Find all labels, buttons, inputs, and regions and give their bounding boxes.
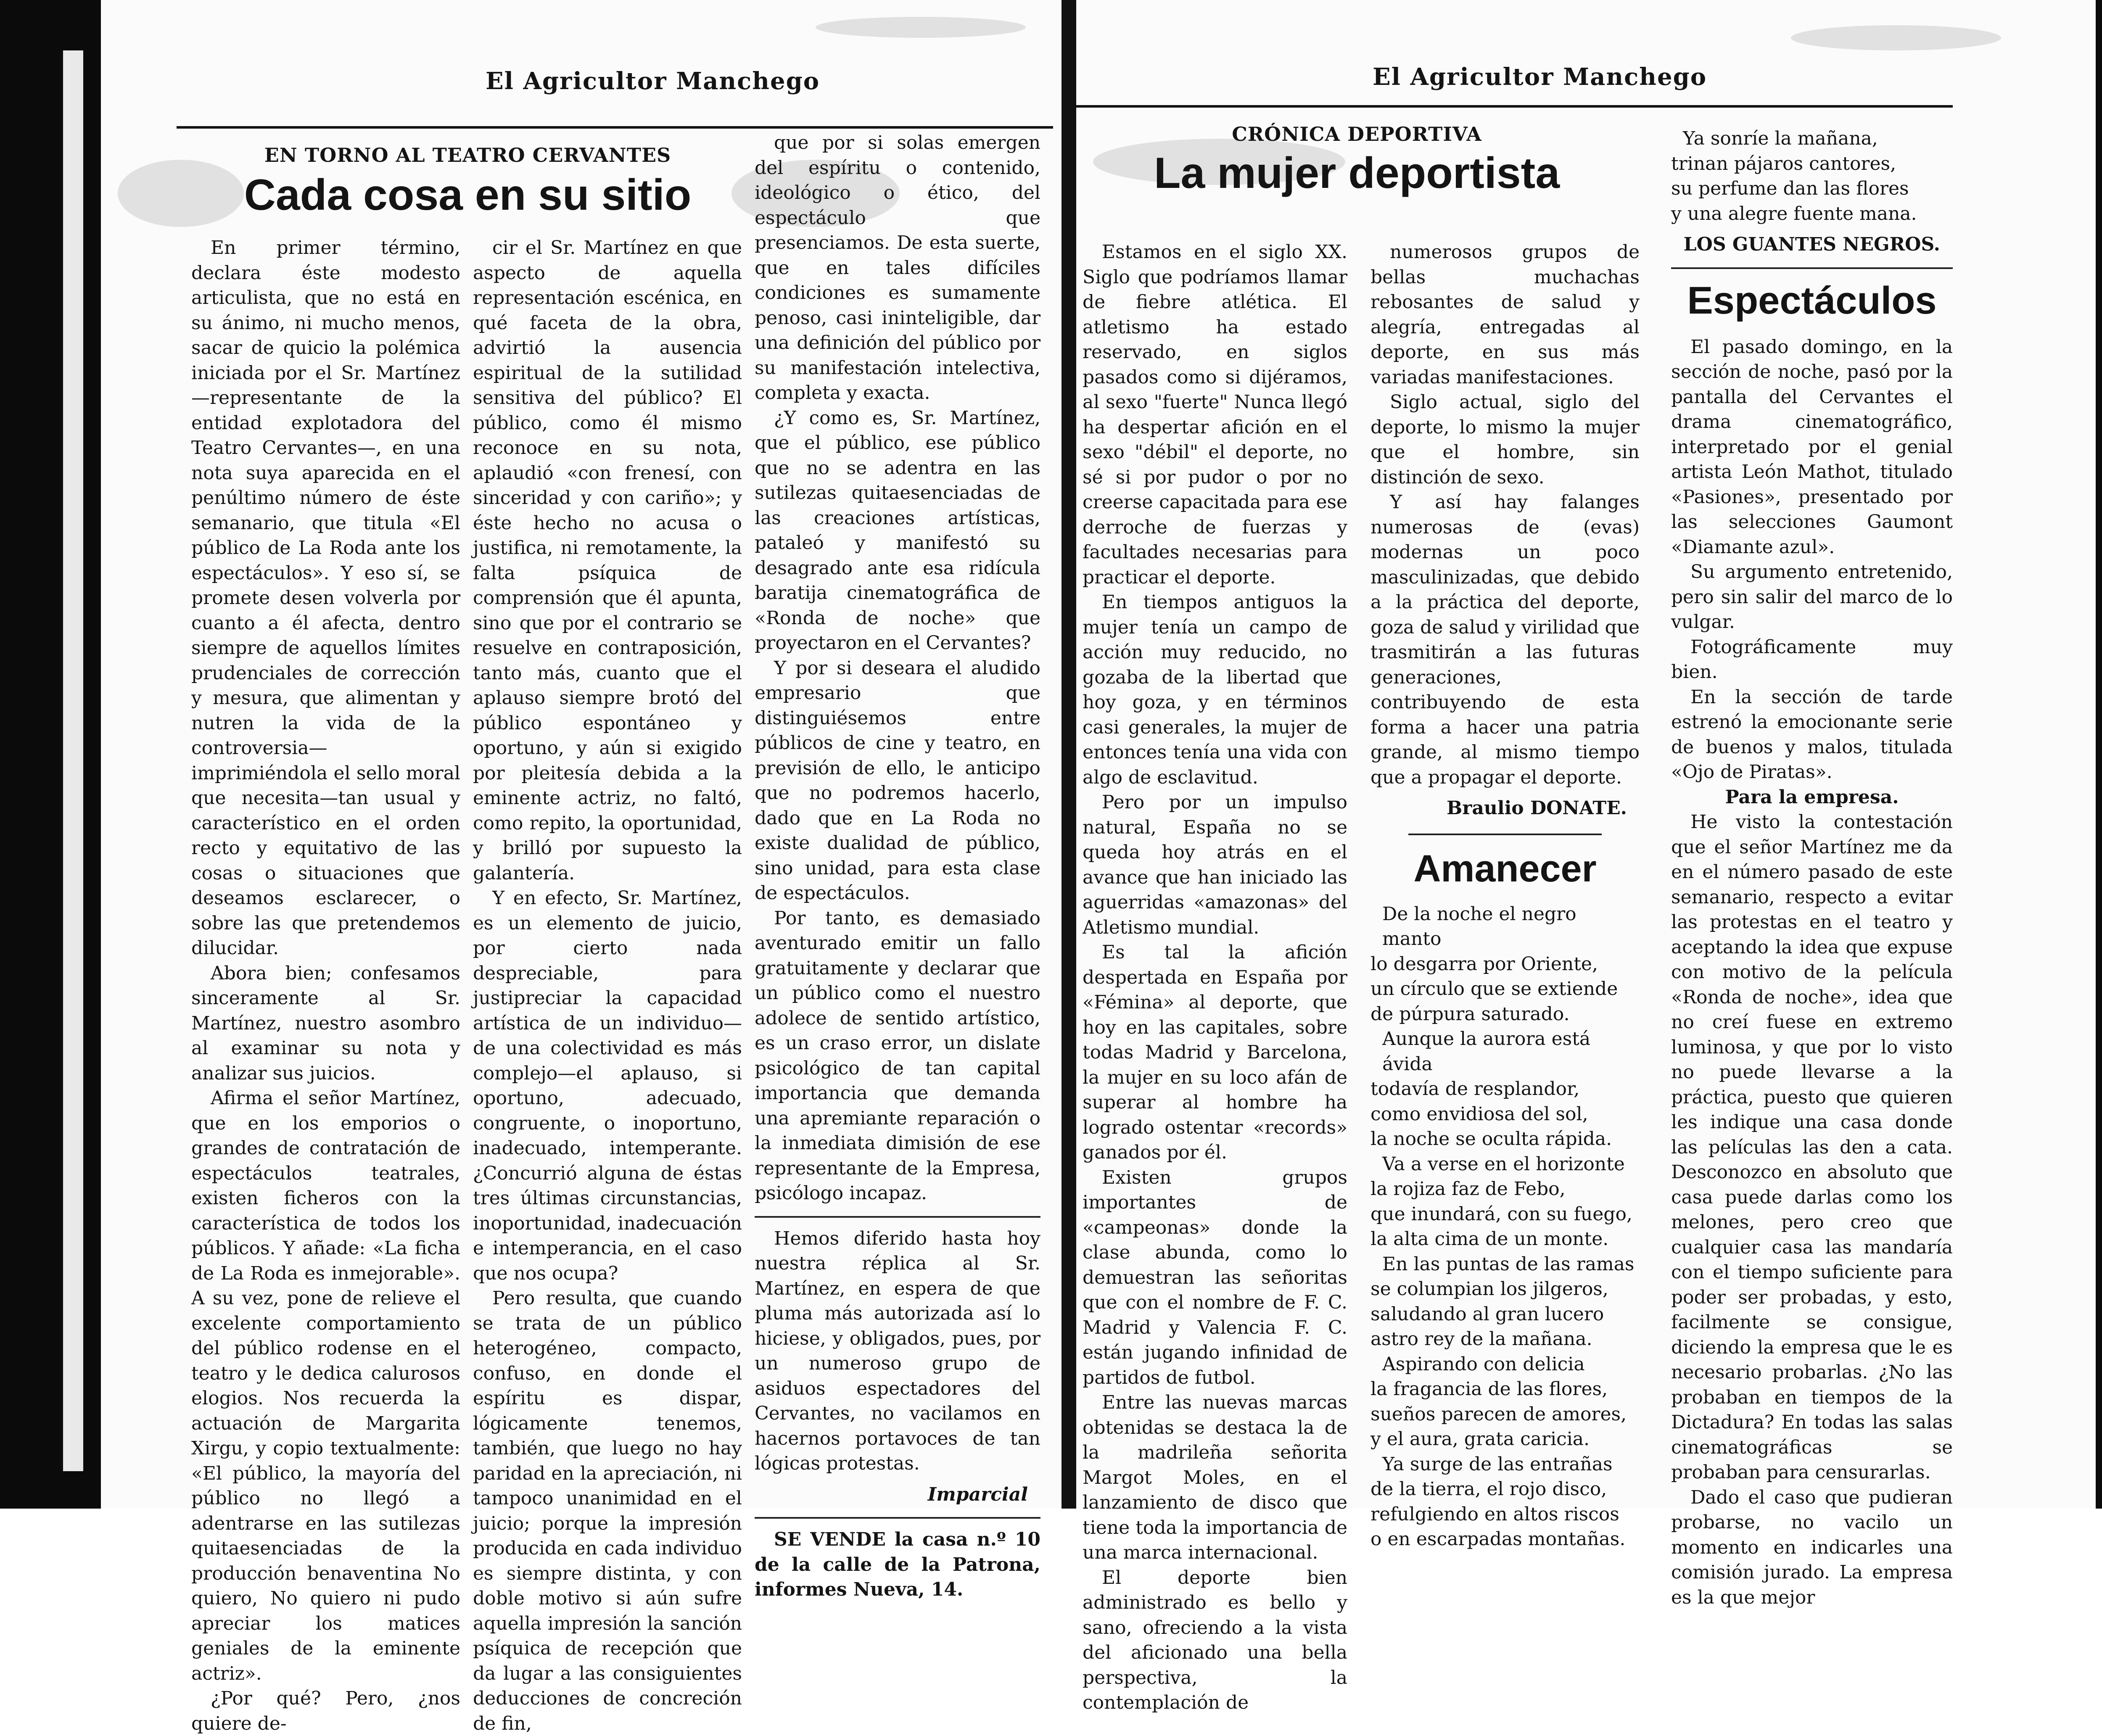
- paragraph: Pero resulta, que cuando se trata de un público heterogéneo, compacto, confuso, en donde el espíritu es dispar, lógicamente tenemos, también, que luego no hay paridad en la apreciación, ni tampoco unanimidad en el juicio; porque la impresión producida en cada individuo es siempre distinta, y con doble motivo si aún sufre aquella impresión la sanción psíquica de recepción que da lugar a las consiguientes deducciones de concreción de fin,: [473, 1287, 742, 1734]
- paragraph: El pasado domingo, en la sección de noche, pasó por la pantalla del Cervantes el drama cinematográfico, interpretado por el genial artista León Mathot, titulado «Pasiones», presentado por las selecciones Gaumont «Diamante azul».: [1671, 336, 1953, 558]
- verse-line: la alta cima de un monte.: [1371, 1228, 1609, 1250]
- running-head-right: El Agricultor Manchego: [1373, 63, 1707, 91]
- deportiva-column-1: [1083, 240, 1347, 1715]
- left-page: [101, 0, 1062, 1734]
- amanecer-title: Amanecer: [1413, 847, 1597, 890]
- paragraph: Y así hay falanges numerosas de (evas) modernas un poco masculinizadas, que debido a la práctica del deporte, goza de salud y virilidad que trasmitirán a las futuras generaciones, contribuyendo de esta forma a hacer una patria grande, al mismo tiempo que a propagar el deporte.: [1371, 491, 1640, 788]
- paragraph: Y por si deseara el aludido empresario que distinguiésemos entre públicos de cine y teatro, en previsión de ello, le anticipo que no podremos hacerlo, dado que en La Roda no existe dualidad de público, sino unidad, para esta clase de espectáculos.: [755, 657, 1040, 904]
- teatro-column-3: [755, 130, 1040, 1602]
- verse-line: que inundará, con su fuego,: [1371, 1203, 1632, 1225]
- verse-line: como envidiosa del sol,: [1371, 1103, 1588, 1125]
- deportiva-title: La mujer deportista: [1154, 148, 1560, 198]
- paragraph: En tiempos antiguos la mujer tenía un campo de acción muy reducido, no gozaba de la libertad que hoy goza, y en términos casi generales, la mujer de entonces tenía una vida con algo de esclavitud.: [1083, 591, 1347, 788]
- verse-line: Ya surge de las entrañas: [1382, 1453, 1613, 1475]
- verse-line: su perfume dan las flores: [1671, 178, 1909, 199]
- paragraph: Existen grupos importantes de «campeonas» donde la clase abunda, como lo demuestran las señoritas que con el nombre de F. C. Madrid y Valencia F. C. están jugando infinidad de partidos de futbol.: [1083, 1166, 1347, 1388]
- header-rule: [177, 126, 1053, 129]
- deportiva-kicker: CRÓNICA DEPORTIVA: [1232, 123, 1482, 145]
- teatro-kicker: EN TORNO AL TEATRO CERVANTES: [264, 144, 671, 166]
- paragraph: En primer término, declara éste modesto articulista, que no está en su ánimo, ni mucho menos, sacar de quicio la polémica iniciada por el Sr. Martínez—representante de la entidad explotadora del Teatro Cervantes—, en una nota suya aparecida en el penúltimo número de éste semanario, que titula «El público de La Roda ante los espectáculos». Y eso sí, se promete desen volverla por cuanto a él afecta, dentro siempre de aquellos límites prudenciales de corrección y mesura, que alimentan y nutren la vida de la controversia—imprimiéndola el sello moral que necesita—tan usual y característico en el orden recto y equitativo de las cosas o situaciones que deseamos esclarecer, o sobre las que pretendemos dilucidar.: [191, 237, 460, 959]
- paragraph: Abora bien; confesamos sinceramente al Sr. Martínez, nuestro asombro al examinar su nota y analizar sus juicios.: [191, 962, 460, 1084]
- paragraph: Dado el caso que pudieran probarse, no vacilo un momento en indicarles una comisión jurado. La empresa es la que mejor: [1671, 1486, 1953, 1608]
- verse-line: lo desgarra por Oriente,: [1371, 953, 1598, 975]
- verse-line: astro rey de la mañana.: [1371, 1328, 1592, 1350]
- paragraph: Su argumento entretenido, pero sin salir del marco de lo vulgar.: [1671, 561, 1953, 633]
- verse-line: la fragancia de las flores,: [1371, 1378, 1608, 1400]
- verse-line: de la tierra, el rojo disco,: [1371, 1478, 1607, 1500]
- print-smudge: [816, 17, 1026, 38]
- paragraph: Afirma el señor Martínez, que en los emporios o grandes de contratación de espectáculos teatrales, existen ficheros con la característica de todos los públicos. Y añade: «La ficha de La Roda es inmejorable». A su vez, pone de relieve el excelente comportamiento del público rodense en el teatro y le dedica calurosos elogios. Nos recuerda la actuación de Margarita Xirgu, y copio textualmente: «El público, la mayoría del público no llegó a adentrarse en las sutilezas quitaesenciadas de la producción benaventina No quiero, No quiero ni pudo apreciar los matices geniales de la eminente actriz».: [191, 1087, 460, 1684]
- verse-line: refulgiendo en altos riscos: [1371, 1503, 1619, 1525]
- verse-line: Va a verse en el horizonte: [1382, 1153, 1625, 1175]
- verse-line: De la noche el negro manto: [1382, 903, 1576, 950]
- paragraph: Estamos en el siglo XX. Siglo que podríamos llamar de fiebre atlética. El atletismo ha estado reservado, en siglos pasados como si dijéramos, al sexo "fuerte" Nunca llegó ha despertar afición en el sexo "débil" el deporte, no sé si por pudor o por no creerse capacitada para ese derroche de fuerzas y facultades necesarias para practicar el deporte.: [1083, 241, 1347, 588]
- print-smudge: [1791, 25, 2001, 50]
- right-page: [1076, 0, 2096, 1713]
- verse-line: saludando al gran lucero: [1371, 1303, 1604, 1325]
- right-column-3: [1671, 126, 1953, 1610]
- scan-paper-strip: [63, 50, 83, 1471]
- verse-line: Ya sonríe la mañana,: [1683, 128, 1878, 149]
- scan-edge-right: [2096, 0, 2102, 1509]
- verse-line: o en escarpadas montañas.: [1371, 1528, 1626, 1550]
- section-divider: [755, 1216, 1040, 1218]
- paragraph: ¿Y como es, Sr. Martínez, que el público, ese público que no se adentra en las sutilezas quitaesenciadas de las creaciones artísticas, pataleó y manifestó su desagrado ante esa ridícula baratija cinematográfica de «Ronda de noche» que proyectaron en el Cervantes?: [755, 407, 1040, 654]
- amanecer-signature: LOS GUANTES NEGROS.: [1683, 234, 1940, 255]
- scan-edge-left: [0, 0, 101, 1509]
- paragraph: cir el Sr. Martínez en que aspecto de aquella representación escénica, en qué faceta de la obra, advirtió la ausencia espiritual de la sutilidad sensitiva del público? El público, como él mismo reconoce en su nota, aplaudió «con frenesí, con sinceridad y con cariño»; y éste hecho no acusa o justifica, ni remotamente, la falta psíquica de comprensión que él apunta, sino que por el contrario se resuelve en contraposición, tanto más, cuanto que el aplauso siempre brotó del público espontáneo y oportuno, y aún si exigido por pleitesía debida a la eminente actriz, no faltó, como repito, la oportunidad, y brilló por supuesto la galantería.: [473, 237, 742, 884]
- paragraph: que por si solas emergen del espíritu o contenido, ideológico o ético, del espectáculo que presenciamos. De esta suerte, que en tales difíciles condiciones es sumamente penoso, casi ininteligible, dar una definición del público por su manifestación intelectiva, completa y exacta.: [755, 132, 1040, 404]
- verse-line: y una alegre fuente mana.: [1671, 203, 1917, 224]
- section-divider: [1408, 834, 1602, 835]
- verse-line: se columpian los jilgeros,: [1371, 1278, 1608, 1300]
- verse-line: la rojiza faz de Febo,: [1371, 1178, 1566, 1200]
- paragraph: numerosos grupos de bellas muchachas rebosantes de salud y alegría, entregadas al deporte, en sus más variadas manifestaciones.: [1371, 241, 1640, 388]
- amanecer-poem-end: [1671, 126, 1953, 226]
- deportiva-signature: Braulio DONATE.: [1447, 797, 1627, 819]
- teatro-title: Cada cosa en su sitio: [244, 170, 692, 219]
- teatro-heading-block: [193, 143, 742, 236]
- editorial-note: Hemos diferido hasta hoy nuestra réplica al Sr. Martínez, en espera de que pluma más autorizada así lo hiciese, y obligados, pues, por un numeroso grupo de asiduos espectadores del Cervantes, no vacilamos en hacernos portavoces de tan lógicas protestas.: [755, 1227, 1040, 1474]
- teatro-column-2: [473, 235, 742, 1736]
- paragraph: Por tanto, es demasiado aventurado emitir un fallo gratuitamente y declarar que un público como el nuestro adolece de sentido artístico, es un craso error, un dislate psicológico de tan capital importancia que demanda una apremiante reparación o la inmediata dimisión de ese representante de la Empresa, psicólogo incapaz.: [755, 907, 1040, 1204]
- verse-line: de púrpura saturado.: [1371, 1003, 1570, 1025]
- amanecer-poem: [1371, 902, 1640, 1552]
- paragraph: He visto la contestación que el señor Martínez me da en el número pasado de este semanario, respecto a evitar las protestas en el teatro y aceptando la idea que expuse con motivo de la película «Ronda de noche», idea que no creí fuese en extremo luminosa, y que por lo visto no puede llevarse a la práctica, puesto que quieren les indique una casa donde las películas las den a cata. Desconozco en absoluto que casa puede darlas como los melones, pero creo que cualquier casa las mandaría con el tiempo suficiente para poder ser probadas, y esto, facilmente se consigue, diciendo la empresa que le es necesario probarlas. ¿No las probaban en tiempos de la Dictadura? En todas las salas cinematográficas se probaban para censurarlas.: [1671, 811, 1953, 1483]
- espectaculos-subhead: Para la empresa.: [1725, 786, 1899, 808]
- paragraph: Entre las nuevas marcas obtenidas se destaca la de la madrileña señorita Margot Moles, en el lanzamiento de disco que tiene toda la importancia de una marca internacional.: [1083, 1392, 1347, 1563]
- teatro-column-1: [191, 235, 460, 1736]
- book-gutter: [1062, 0, 1076, 1509]
- verse-line: y el aura, grata caricia.: [1371, 1428, 1590, 1450]
- verse-line: trinan pájaros cantores,: [1671, 153, 1896, 174]
- paragraph: Pero por un impulso natural, España no se queda hoy atrás en el avance que han iniciado las aguerridas «amazonas» del Atletismo mundial.: [1083, 791, 1347, 938]
- paragraph: Fotográficamente muy bien.: [1671, 636, 1953, 683]
- section-divider: [755, 1517, 1040, 1519]
- section-divider: [1671, 267, 1953, 269]
- verse-line: la noche se oculta rápida.: [1371, 1128, 1612, 1150]
- verse-line: sueños parecen de amores,: [1371, 1403, 1627, 1425]
- verse-line: Aspirando con delicia: [1382, 1353, 1585, 1375]
- teatro-signature: Imparcial: [927, 1483, 1028, 1505]
- header-rule: [1076, 105, 1953, 108]
- paragraph: ¿Por qué? Pero, ¿nos quiere de-: [191, 1688, 460, 1734]
- deportiva-heading-block: [1076, 122, 1637, 214]
- paragraph: Es tal la afición despertada en España por «Fémina» al deporte, que hoy en las capitales, sobre todas Madrid y Barcelona, la mujer en su loco afán de superar al hombre ha logrado ostentar «records» ganados por él.: [1083, 942, 1347, 1163]
- classified-ad: SE VENDE la casa n.º 10 de la calle de la Patrona, informes Nueva, 14.: [755, 1529, 1040, 1600]
- running-head-left: El Agricultor Manchego: [486, 67, 820, 95]
- deportiva-column-2: [1371, 240, 1640, 1552]
- verse-line: un círculo que se extiende: [1371, 978, 1618, 1000]
- verse-line: En las puntas de las ramas: [1382, 1253, 1635, 1275]
- espectaculos-title: Espectáculos: [1687, 279, 1937, 322]
- paragraph: Y en efecto, Sr. Martínez, es un elemento de juicio, por cierto nada despreciable, para justipreciar la capacidad artística de un individuo—de una colectividad es más complejo—el aplauso, si oportuno, adecuado, congruente, o inoportuno, inadecuado, intemperante. ¿Concurrió alguna de éstas tres últimas circunstancias, inoportunidad, inadecuación e intemperancia, en el caso que nos ocupa?: [473, 887, 742, 1284]
- paragraph: En la sección de tarde estrenó la emocionante serie de buenos y malos, titulada «Ojo de Piratas».: [1671, 686, 1953, 783]
- paragraph: Siglo actual, siglo del deporte, lo mismo la mujer que el hombre, sin distinción de sexo.: [1371, 391, 1640, 488]
- verse-line: Aunque la aurora está ávida: [1382, 1028, 1591, 1075]
- verse-line: todavía de resplandor,: [1371, 1078, 1580, 1100]
- paragraph: El deporte bien administrado es bello y sano, ofreciendo a la vista del aficionado una bella perspectiva, la contemplación de: [1083, 1567, 1347, 1713]
